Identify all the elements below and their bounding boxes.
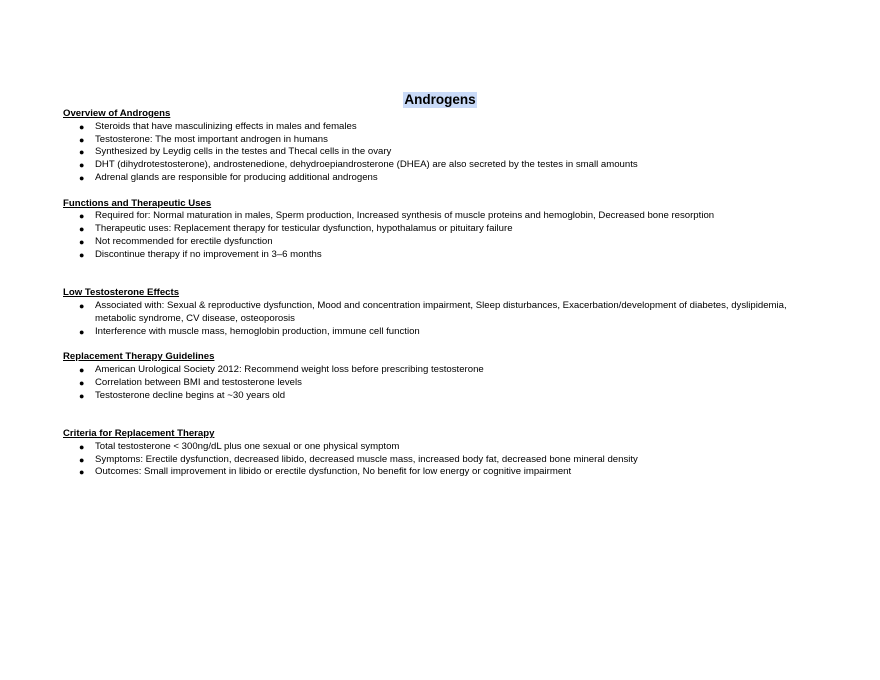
bullet-icon: ●	[79, 134, 85, 145]
list-item-text: Outcomes: Small improvement in libido or erectile dysfunction, No benefit for low energy or cognitive impairment	[95, 466, 572, 478]
bullet-icon: ●	[79, 300, 85, 311]
section-replacement-guidelines	[63, 351, 823, 402]
bullet-icon: ●	[79, 454, 85, 465]
list-item	[63, 134, 823, 147]
bullet-icon: ●	[79, 172, 85, 183]
bullet-icon: ●	[79, 364, 85, 375]
list-item-text: Therapeutic uses: Replacement therapy for testicular dysfunction, hypothalamus or pituitary failure	[95, 223, 513, 235]
section-heading: Low Testosterone Effects	[63, 287, 180, 299]
list-item	[63, 172, 823, 185]
list-item	[63, 146, 823, 159]
bullet-list	[63, 210, 823, 261]
list-item-text: Required for: Normal maturation in males, Sperm production, Increased synthesis of muscle proteins and hemoglobin, Decreased bone resorption	[95, 210, 715, 222]
bullet-icon: ●	[79, 160, 85, 171]
list-item-text: Testosterone: The most important androgen in humans	[95, 133, 328, 145]
list-item-text: DHT (dihydrotestosterone), androstenedione, dehydroepiandrosterone (DHEA) are also secreted by the testes in small amounts	[95, 159, 638, 171]
list-item	[63, 121, 823, 134]
bullet-icon: ●	[79, 224, 85, 235]
title-container	[0, 91, 880, 109]
section-heading: Overview of Androgens	[63, 108, 171, 119]
list-item	[63, 249, 823, 262]
section-heading: Criteria for Replacement Therapy	[63, 427, 215, 439]
list-item-text: Testosterone decline begins at ~30 years old	[95, 389, 286, 401]
section-overview	[63, 108, 823, 185]
spacer	[63, 402, 823, 428]
section-low-testosterone	[63, 287, 823, 338]
list-item-text: Not recommended for erectile dysfunction	[95, 235, 273, 247]
bullet-icon: ●	[79, 441, 85, 452]
list-item-text: Interference with muscle mass, hemoglobin production, immune cell function	[95, 325, 420, 337]
bullet-icon: ●	[79, 390, 85, 401]
list-item	[63, 364, 823, 377]
section-replacement-criteria	[63, 428, 823, 479]
section-functions	[63, 198, 823, 262]
section-heading: Replacement Therapy Guidelines	[63, 351, 215, 363]
list-item	[63, 223, 823, 236]
list-item-text: Discontinue therapy if no improvement in 3–6 months	[95, 248, 322, 260]
section-heading: Functions and Therapeutic Uses	[63, 197, 212, 209]
list-item-text: Correlation between BMI and testosterone levels	[95, 376, 302, 388]
list-item	[63, 377, 823, 390]
bullet-icon: ●	[79, 326, 85, 337]
bullet-list	[63, 441, 823, 479]
bullet-list	[63, 300, 823, 338]
spacer	[63, 262, 823, 288]
bullet-icon: ●	[79, 211, 85, 222]
list-item	[63, 390, 823, 403]
list-item	[63, 454, 823, 467]
bullet-list	[63, 121, 823, 185]
bullet-icon: ●	[79, 249, 85, 260]
spacer	[63, 338, 823, 351]
document-body	[63, 108, 823, 479]
list-item-text: American Urological Society 2012: Recommend weight loss before prescribing testosterone	[95, 363, 484, 375]
bullet-icon: ●	[79, 467, 85, 478]
bullet-icon: ●	[79, 236, 85, 247]
bullet-icon: ●	[79, 377, 85, 388]
bullet-list	[63, 364, 823, 402]
list-item-text: Symptoms: Erectile dysfunction, decreased libido, decreased muscle mass, increased body fat, decreased bone mineral density	[95, 453, 638, 465]
list-item	[63, 300, 823, 326]
document-title: Androgens	[404, 92, 476, 107]
list-item	[63, 236, 823, 249]
list-item-text: Associated with: Sexual & reproductive dysfunction, Mood and concentration impairment, Sleep disturbances, Exacerbation/development of diabetes, dyslipidemia, metabolic syndrome, CV disease, osteoporosis	[95, 299, 787, 324]
list-item	[63, 466, 823, 479]
list-item-text: Total testosterone < 300ng/dL plus one sexual or one physical symptom	[95, 440, 400, 452]
list-item	[63, 159, 823, 172]
list-item	[63, 210, 823, 223]
spacer	[63, 185, 823, 198]
bullet-icon: ●	[79, 147, 85, 158]
bullet-icon: ●	[79, 121, 85, 132]
list-item-text: Adrenal glands are responsible for producing additional androgens	[95, 171, 378, 183]
list-item	[63, 441, 823, 454]
list-item-text: Steroids that have masculinizing effects in males and females	[95, 120, 357, 132]
list-item	[63, 326, 823, 339]
list-item-text: Synthesized by Leydig cells in the testes and Thecal cells in the ovary	[95, 146, 392, 158]
